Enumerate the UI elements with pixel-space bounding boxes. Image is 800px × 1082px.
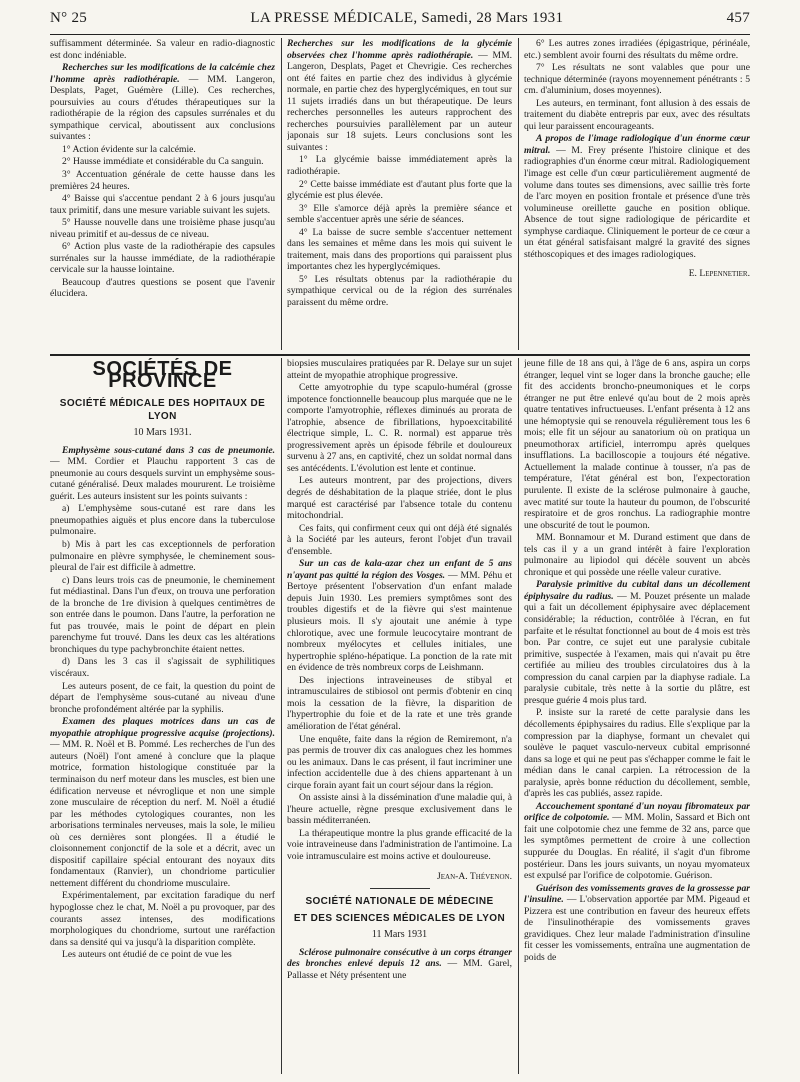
paragraph: Expérimentalement, par excitation faradique du nerf hypoglosse chez le chat, M. Noël a pu provoquer, par des courants assez intenses, des modifications morphologiques du chondriome, surtout une raréfaction dans sa densité qui va jusqu'à la disparition complète. (50, 890, 275, 948)
bottom-column-2 (287, 358, 512, 1074)
page-number: 457 (726, 10, 750, 26)
article-paragraph (50, 716, 275, 889)
column-divider (281, 38, 282, 350)
top-column-3 (524, 38, 750, 350)
paragraph: biopsies musculaires pratiquées par R. Delaye sur un sujet atteint de myopathie atrophique progressive. (287, 358, 512, 381)
article-paragraph (524, 801, 750, 882)
article-heading: A propos de l'image radiologique d'un énorme cœur mitral. (524, 133, 750, 156)
article-heading: Emphysème sous-cutané dans 3 cas de pneumonie. (62, 444, 275, 456)
article-heading: Guérison des vomissements graves de la grossesse par l'insuline. (524, 882, 750, 906)
header-rule (50, 34, 750, 35)
list-item: 7° Les résultats ne sont valables que pour une technique déterminée (rayons moyennement pénétrants : 5 cm. d'aluminium, doses moyennes). (524, 62, 750, 97)
column-divider (518, 38, 519, 350)
article-paragraph (50, 62, 275, 143)
paragraph: Ces faits, qui confirment ceux qui ont déjà été signalés à la Société par les auteurs, feront l'objet d'un travail d'ensemble. (287, 522, 512, 557)
list-item: 1° Action évidente sur la calcémie. (62, 143, 196, 155)
article-text: — MM. Langeron, Desplats, Paget, Guémère (Lille). Ces recherches, poursuivies au cours d'études thérapeutiques sur la radiothérapie de la région des capsules surrénales et du sympathique cervical, aboutissent aux conclusions suivantes : (50, 73, 275, 143)
article-heading: Sur un cas de kala-azar chez un enfant de 5 ans n'ayant pas quitté la région des Vosges. (287, 558, 512, 581)
top-column-1 (50, 38, 275, 350)
list-item: 1° La glycémie baisse immédiatement après la radiothérapie. (287, 154, 512, 178)
paragraph: Les auteurs ont étudié de ce point de vue les (62, 949, 232, 961)
paragraph: On assiste ainsi à la dissémination d'une maladie qui, à l'heure actuelle, règne presque exclusivement dans le bassin méditerranéen. (287, 792, 512, 827)
society-title: SOCIÉTÉ MÉDICALE DES HOPITAUX DE LYON (59, 398, 266, 423)
top-column-2 (287, 38, 512, 350)
article-paragraph (50, 445, 275, 503)
list-item: c) Dans leurs trois cas de pneumonie, le cheminement fut médiastinal. Dans l'un d'eux, on trouva une perforation de la bronche de 1re division à quelques centimètres de son entrée dans le poumon. Dans l'autre, la perforation ne fut pas trouvée, mais le point de départ en plein parenchyme fut trouvé. Dans les deux cas les altérations bronchiques du type pachybronchite étaient nettes. (50, 574, 275, 655)
signature: E. Lepennetier. (688, 268, 750, 280)
section-title: SOCIÉTÉS DE PROVINCE (92, 358, 233, 392)
paragraph: suffisamment déterminée. Sa valeur en radio-diagnostic est donc indéniable. (50, 38, 275, 61)
article-paragraph (524, 883, 750, 964)
list-item: 3° Accentuation générale de cette hausse dans les premières 24 heures. (50, 169, 275, 192)
article-heading: Recherches sur les modifications de la calcémie chez l'homme après radiothérapie. (50, 62, 275, 85)
paragraph: Les auteurs montrent, par des projections, divers degrés de déshabitation de la plaque striée, dont le plus marqué est caractérisé par l'absence totale du contenu mitochondrial. (287, 475, 512, 522)
article-paragraph (287, 947, 512, 982)
list-item: 4° La baisse de sucre semble s'accentuer nettement dans les semaines et même dans les mois qui suivent le traitement, mais dans des proportions qui paraissent plus importantes chez les hyperglycémiques. (287, 226, 512, 273)
paragraph: Beaucoup d'autres questions se posent que l'avenir élucidera. (50, 276, 275, 300)
list-item: 6° Action plus vaste de la radiothérapie des capsules surrénales sur la hausse immédiate, de la radiothérapie cervicale sur la hausse lointaine. (50, 241, 275, 276)
list-item: 2° Cette baisse immédiate est d'autant plus forte que la glycémie est plus élevée. (287, 178, 512, 202)
article-text: — MM. Cordier et Plauchu rapportent 3 cas de pneumonie au cours desquels survint un emphysème sous-cutané généralisé. Deux malades moururent. Le troisième guérit. Les auteurs insistent sur les points suivants : (50, 456, 275, 502)
article-heading: Sclérose pulmonaire consécutive à un corps étranger des bronches enlevé depuis 12 ans. (287, 946, 512, 970)
list-item: 6° Les autres zones irradiées (épigastrique, périnéale, etc.) semblent avoir fourni des résultats du même ordre. (524, 38, 750, 61)
article-text: — L'observation apportée par MM. Pigeaud et Pizzera est une contribution en faveur des heureux effets de l'insulinothérapie des vomissements graves gravidiques. Chez leur malade l'administration d'insuline fit cesser les vomissements, entraîna une augmentation de poids de (524, 894, 750, 963)
column-divider (281, 358, 282, 1074)
issue-number: N° 25 (50, 10, 88, 26)
article-heading: Paralysie primitive du cubital dans un décollement épiphysaire du radius. (524, 579, 750, 602)
article-paragraph (287, 38, 512, 153)
separator (370, 888, 430, 889)
article-paragraph (287, 558, 512, 673)
paragraph: Les auteurs, en terminant, font allusion à des essais de traitement du diabète entrepris par eux, avec des résultats qui leur paraissent encourageants. (524, 97, 750, 132)
paragraph: P. insiste sur la rareté de cette paralysie dans les décollements épiphysaires du radius. Elle s'explique par la compression par la diaphyse, formant un chevalet qui soulève le paquet vasculo-nerveux cubital emprisonné dans sa loge et qui ne peut pas s'échapper comme le fait le médian dans le canal carpien. La rétrocession de la paralysie, après bonne réduction du décollement, semble, d'après les cas publiés, assez rapide. (524, 707, 750, 800)
article-paragraph (524, 133, 750, 260)
article-text: — MM. R. Noël et B. Pommé. Les recherches de l'un des auteurs (Noël) l'ont amené à conclure que la plaque motrice, formation histologique constituée par la terminaison du nerf moteur dans les muscles, est bien une édification nerveuse et névroglique et non une simple zone musculaire de réception du nerf. M. Noël a étudié par les méthodes cytologiques courantes, non les arborisations terminales nerveuses, mais la sole, le milieu où ces dernières sont plongées. Il a étudié le cloisonnement conjonctif de la sole et a décrit, avec un dispositif capillaire spécial entourant des noyaux dits fondamentaux (Ranvier), un chondriome particulier nettement différent du chondriome musculaire. (50, 739, 275, 889)
article-heading: Accouchement spontané d'un noyau fibromateux par orifice de colpotomie. (524, 800, 750, 824)
article-heading: Recherches sur les modifications de la glycémie observées chez l'homme après radiothérapie. (287, 38, 512, 61)
list-item: b) Mis à part les cas exceptionnels de perforation pulmonaire en plèvre symphysée, le cheminement sous-pleural de l'air est difficile à admettre. (50, 539, 275, 574)
meeting-date: 11 Mars 1931 (371, 929, 428, 941)
list-item: 3° Elle s'amorce déjà après la première séance et semble s'accentuer après une série de séances. (287, 202, 512, 226)
article-text: — MM. Péhu et Bertoye présentent l'observation d'un enfant malade depuis Juin 1930. Les premiers symptômes sont des troubles digestifs et de la fièvre qui s'est maintenue plusieurs mois. Il s'y ajoutait une anémie à type chlorotique, avec une formule leucocytaire montrant de nombreux myélocytes et cellules initiales, une hypertrophie spléno-hépatique. La ponction de la rate mit en évidence de très nombreux corps de Leishmann. (287, 569, 512, 674)
article-text: — MM. Langeron, Desplats, Paget et Chevrigie. Ces recherches ont été faites en partie chez des individus à glycémie normale, en partie chez des hyperglycémiques, en tout sur 11 sujets irradiés dans un but thérapeutique. De leurs recherches personnelles les auteurs rapprochent des recherches poursuivies parallèlement par un auteur japonais sur 18 sujets. Leurs conclusions sont les suivantes : (287, 49, 512, 153)
list-item: a) L'emphysème sous-cutané est rare dans les pneumopathies aiguës et plus encore dans la tuberculose pulmonaire. (50, 503, 275, 538)
column-divider (518, 358, 519, 1074)
article-heading: Examen des plaques motrices dans un cas de myopathie atrophique progressive acquise (projections). (50, 716, 275, 739)
meeting-date: 10 Mars 1931. (133, 427, 192, 439)
paragraph: MM. Bonnamour et M. Durand estiment que dans de tels cas il y a un grand intérêt à faire l'exploration pulmonaire au lipiodol qui décèle souvent un abcès chronique et qui possède une réelle valeur curative. (524, 532, 750, 578)
bottom-column-3 (524, 358, 750, 1074)
article-text: — M. Pouzet présente un malade qui a fait un décollement épiphysaire avec déplacement considérable; la réduction, contrôlée à l'écran, en fut parfaite et le résultat fonctionnel au bout de 4 mois est très bon. Par contre, ce sujet eut une paralysie cubitale primitive, suspectée à l'examen, mais qui n'avait pu être certifiée au milieu des troubles circulatoires dus à la compression du canal carpien par la diaphyse radiale. La paralysie cubitale, très nette à la sortie du plâtre, est presque guérie 4 mois plus tard. (524, 590, 750, 706)
list-item: 5° Hausse nouvelle dans une troisième phase jusqu'au niveau primitif et au-dessus de ce niveau. (50, 217, 275, 240)
article-text: — MM. Molin, Sassard et Bich ont fait une colpotomie chez une femme de 32 ans, parce que les symptômes permettent de croire à une collection suppurée du Douglas. En réalité, il s'agit d'un fibrome postérieur. Dans les jours suivants, un noyau myomateux est expulsé par l'orifice de colpotomie. Guérison. (524, 812, 750, 882)
society-title: ET DES SCIENCES MÉDICALES DE LYON (293, 913, 506, 925)
article-text: — MM. Garel, Pallasse et Néty présentent une (287, 958, 512, 981)
paragraph: La thérapeutique montre la plus grande efficacité de la voie intraveineuse dans l'administration de l'antimoine. La voie intramusculaire est moins active et douloureuse. (287, 827, 512, 862)
list-item: 4° Baisse qui s'accentue pendant 2 à 6 jours jusqu'au taux primitif, dans une mesure variable suivant les sujets. (50, 193, 275, 216)
article-paragraph (524, 579, 750, 706)
list-item: 2° Hausse immédiate et considérable du Ca sanguin. (62, 156, 264, 168)
paragraph: jeune fille de 18 ans qui, à l'âge de 6 ans, aspira un corps étranger, lequel vint se loger dans la bronche gauche; elle fit des accidents broncho-pneumoniques et le corps étranger ne put être enlevé qu'au bout de 2 mois après quatre tentatives infructueuses. L'enfant présenta à 12 ans une hémoptysie qui se renouvela régulièrement tous les 6 mois; elle fit un séjour au sanatorium où on pratiqua un pneumothorax artificiel, interrompu après quelques insufflations. La bacilloscopie a toujours été négative. Actuellement la malade continue à tousser, n'a pas de température, l'état général est bon, l'expectoration purulente. Il existe de la sclérose pulmonaire à gauche, avec matité sur toute la hauteur du poumon, de l'obscurité respiratoire et de gros ronchus. La radiographie montre une obscurité de tout le poumon. (524, 358, 750, 531)
journal-title: LA PRESSE MÉDICALE, Samedi, 28 Mars 1931 (250, 10, 564, 26)
section-rule (50, 354, 750, 356)
bottom-column-1 (50, 358, 275, 1074)
list-item: 5° Les résultats obtenus par la radiothérapie du sympathique cervical ou de la région des surrénales paraissent du même ordre. (287, 273, 512, 309)
signature: Jean-A. Thévenon. (437, 870, 512, 882)
page-header (50, 10, 750, 34)
paragraph: Des injections intraveineuses de stibyal et intramusculaires de stibiosol ont permis d'obtenir en cinq mois la cessation de la fièvre, la disparition de l'hypertrophie du foie et de la rate et une très grande amélioration de l'état général. (287, 674, 512, 732)
society-title: SOCIÉTÉ NATIONALE DE MÉDECINE (305, 896, 494, 908)
list-item: d) Dans les 3 cas il s'agissait de syphilitiques viscéraux. (50, 656, 275, 680)
article-text: — M. Frey présente l'histoire clinique et des radiographies d'un énorme cœur mitral. Radiologiquement l'image est celle d'un cœur particulièrement augmenté de volume dans toutes ses dimensions, avec saillie très forte de l'arc moyen en position frontale et présence d'une très volumineuse oreillette gauche en position oblique. Absence de tout signe radiologique de péricardite et symphyse cardiaque. Cliniquement le porteur de ce cœur a un état général satisfaisant malgré la gravité des signes stéthoscopiques et des images radiologiques. (524, 144, 750, 260)
paragraph: Cette amyotrophie du type scapulo-huméral (grosse impotence fonctionnelle beaucoup plus marquée que ne le comporte l'amyotrophie, réflexes diminués au prorata de l'atrophie, absence de fibrillations, hypoexcitabilité électrique simple, L. C. R. normal) est apparue très progressivement après un épisode fébrile et douloureux survenu à 27 ans, en captivité, chez un soldat normal dans ses antécédents. L'évolution est lente et continue. (287, 382, 512, 474)
paragraph: Les auteurs posent, de ce fait, la question du point de départ de l'emphysème sous-cutané au niveau d'une bronche profondément altérée par la syphilis. (50, 680, 275, 715)
paragraph: Une enquête, faite dans la région de Remiremont, n'a pas permis de trouver dix cas analogues chez les hommes ou les animaux. Dans le cas présent, il faut incriminer une infection accidentelle due à des chiens appartenant à un cirque forain ayant fait un court séjour dans la région. (287, 733, 512, 791)
